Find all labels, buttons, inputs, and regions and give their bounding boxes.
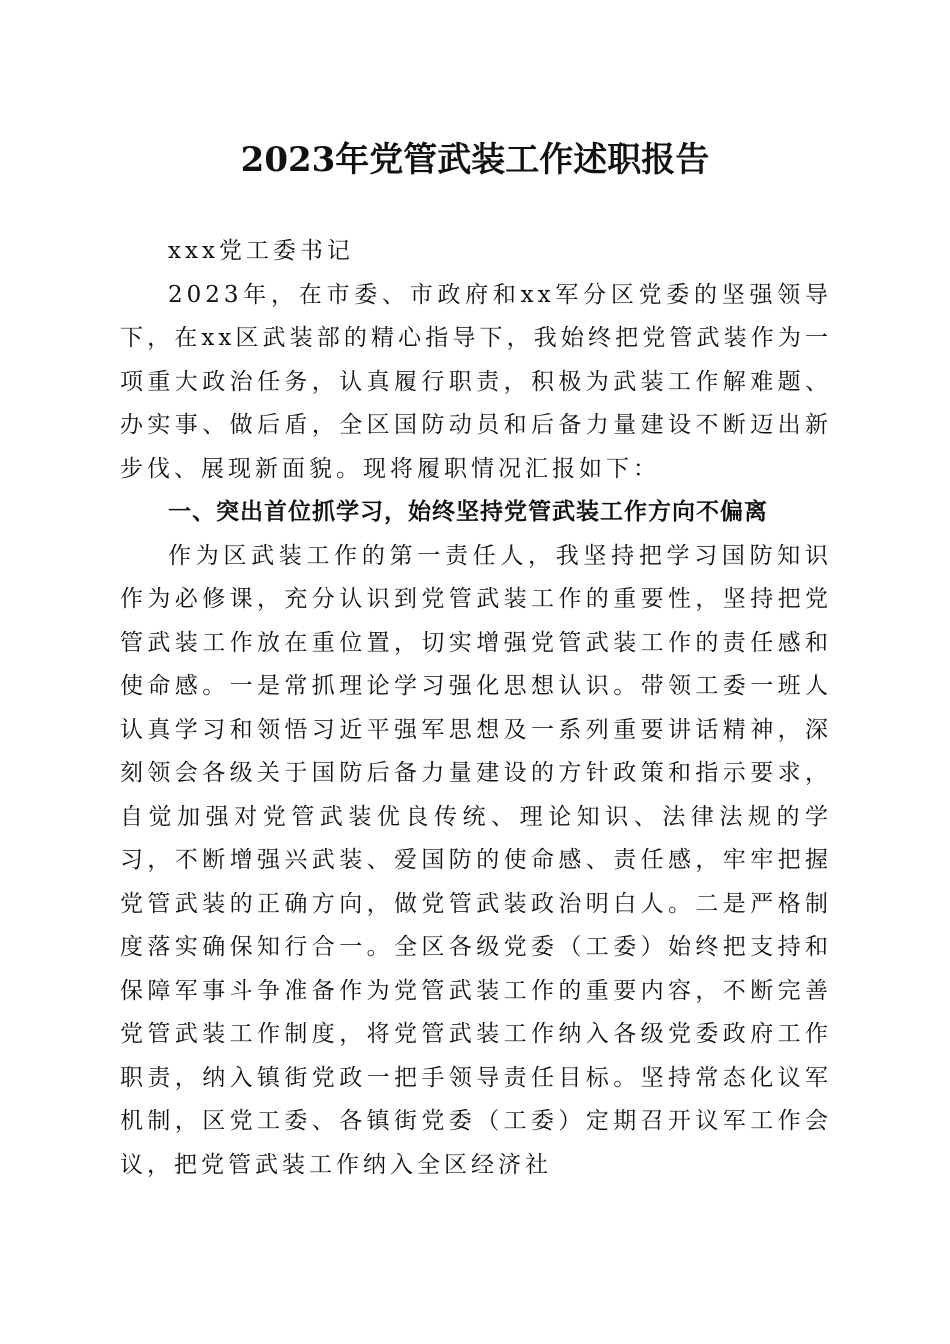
document-title: 2023年党管武装工作述职报告 (240, 140, 710, 180)
author-line: xxx党工委书记 (168, 238, 354, 264)
document-body (120, 230, 832, 1187)
section-1-paragraph: 作为区武装工作的第一责任人，我坚持把学习国防知识作为必修课，充分认识到党管武装工作的重要性，坚持把党管武装工作放在重位置，切实增强党管武装工作的责任感和使命感。一是常抓理论学习强化思想认识。带领工委一班人认真学习和领悟习近平强军思想及一系列重要讲话精神，深刻领会各级关于国防后备力量建设的方针政策和指示要求，自觉加强对党管武装优良传统、理论知识、法律法规的学习，不断增强兴武装、爱国防的使命感、责任感，牢牢把握党管武装的正确方向，做党管武装政治明白人。二是严格制度落实确保知行合一。全区各级党委（工委）始终把支持和保障军事斗争准备作为党管武装工作的重要内容，不断完善党管武装工作制度，将党管武装工作纳入各级党委政府工作职责，纳入镇街党政一把手领导责任目标。坚持常态化议军机制，区党工委、各镇街党委（工委）定期召开议军工作会议，把党管武装工作纳入全区经济社 (120, 542, 832, 1178)
section-1-heading: 一、突出首位抓学习，始终坚持党管武装工作方向不偏离 (168, 499, 768, 525)
intro-paragraph: 2023年，在市委、市政府和xx军分区党委的坚强领导下，在xx区武装部的精心指导下，我始终把党管武装作为一项重大政治任务，认真履行职责，积极为武装工作解难题、办实事、做后盾，全区国防动员和后备力量建设不断迈出新步伐、展现新面貌。现将履职情况汇报如下： (120, 281, 832, 482)
